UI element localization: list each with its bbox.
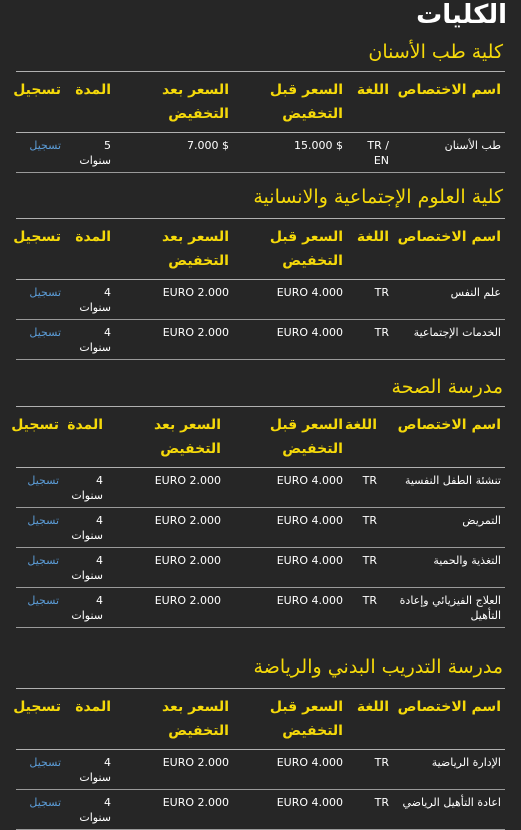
program-name: علم النفس — [450, 286, 501, 299]
price-before: EURO 4.000 — [276, 594, 343, 607]
price-before: EURO 4.000 — [276, 514, 343, 527]
header-price-after: السعر بعد التخفيض — [161, 229, 229, 269]
program-language: TR — [374, 796, 389, 809]
header-program-name: اسم الاختصاص — [397, 699, 501, 715]
faculty-section-social-sciences — [13, 185, 505, 360]
register-link[interactable]: تسجيل — [29, 139, 61, 152]
price-before: EURO 4.000 — [276, 286, 343, 299]
table-row — [16, 133, 505, 173]
table-row — [16, 750, 505, 790]
header-price-before: السعر قبل التخفيض — [269, 229, 343, 269]
program-duration: 4 سنوات — [71, 514, 103, 542]
program-duration: 4 سنوات — [79, 756, 111, 784]
faculty-section-health — [11, 375, 505, 628]
price-after: EURO 2.000 — [162, 326, 229, 339]
programs-table — [13, 218, 505, 360]
program-name: العلاج الفيزيائي وإعادة التأهيل — [399, 594, 501, 622]
price-before: EURO 4.000 — [276, 326, 343, 339]
header-price-before: السعر قبل التخفيض — [269, 417, 343, 457]
table-row — [16, 508, 505, 548]
section-title: كلية طب الأسنان — [368, 41, 503, 63]
header-price-after: السعر بعد التخفيض — [161, 82, 229, 122]
header-language: اللغة — [356, 229, 389, 245]
price-before: EURO 4.000 — [276, 796, 343, 809]
program-name: التمريض — [462, 514, 501, 527]
program-duration: 4 سنوات — [71, 594, 103, 622]
section-title: كلية العلوم الإجتماعية والانسانية — [253, 186, 503, 208]
program-duration: 4 سنوات — [71, 554, 103, 582]
programs-table — [13, 688, 505, 830]
table-row — [16, 280, 505, 320]
register-link[interactable]: تسجيل — [27, 474, 59, 487]
table-header-row — [16, 689, 505, 750]
program-duration: 4 سنوات — [71, 474, 103, 502]
table-row — [16, 790, 505, 830]
program-duration: 4 سنوات — [79, 326, 111, 354]
program-language: TR — [362, 594, 377, 607]
price-before: EURO 4.000 — [276, 756, 343, 769]
header-duration: المدة — [67, 417, 103, 433]
price-before: $ 15.000 — [294, 139, 343, 152]
program-name: اعادة التأهيل الرياضي — [402, 796, 501, 809]
register-link[interactable]: تسجيل — [27, 514, 59, 527]
header-program-name: اسم الاختصاص — [397, 82, 501, 98]
program-name: تنشئة الطفل النفسية — [404, 474, 501, 487]
page-title: الكليات — [416, 0, 507, 30]
header-price-after: السعر بعد التخفيض — [153, 417, 221, 457]
table-row — [16, 468, 505, 508]
header-duration: المدة — [75, 699, 111, 715]
register-link[interactable]: تسجيل — [27, 594, 59, 607]
price-after: EURO 2.000 — [162, 286, 229, 299]
price-after: EURO 2.000 — [154, 554, 221, 567]
program-language: TR / EN — [367, 139, 389, 167]
header-program-name: اسم الاختصاص — [397, 229, 501, 245]
register-link[interactable]: تسجيل — [29, 326, 61, 339]
program-language: TR — [374, 756, 389, 769]
program-duration: 4 سنوات — [79, 286, 111, 314]
programs-table — [11, 406, 505, 628]
table-row — [16, 588, 505, 628]
price-after: EURO 2.000 — [162, 756, 229, 769]
faculty-section-dentistry — [13, 40, 505, 173]
price-before: EURO 4.000 — [276, 554, 343, 567]
header-language: اللغة — [356, 699, 389, 715]
price-after: EURO 2.000 — [154, 474, 221, 487]
program-duration: 4 سنوات — [79, 796, 111, 824]
program-language: TR — [362, 554, 377, 567]
section-title: مدرسة التدريب البدني والرياضة — [253, 656, 503, 678]
header-register: تسجيل — [11, 417, 59, 433]
program-language: TR — [362, 474, 377, 487]
header-duration: المدة — [75, 229, 111, 245]
header-register: تسجيل — [13, 699, 61, 715]
program-name: طب الأسنان — [444, 139, 501, 152]
header-program-name: اسم الاختصاص — [397, 417, 501, 433]
header-register: تسجيل — [13, 229, 61, 245]
register-link[interactable]: تسجيل — [27, 554, 59, 567]
register-link[interactable]: تسجيل — [29, 756, 61, 769]
price-after: $ 7.000 — [187, 139, 229, 152]
header-price-before: السعر قبل التخفيض — [269, 82, 343, 122]
section-title: مدرسة الصحة — [391, 376, 503, 398]
table-header-row — [16, 219, 505, 280]
header-register: تسجيل — [13, 82, 61, 98]
header-price-before: السعر قبل التخفيض — [269, 699, 343, 739]
program-language: TR — [374, 326, 389, 339]
register-link[interactable]: تسجيل — [29, 286, 61, 299]
program-name: الخدمات الإجتماعية — [413, 326, 501, 339]
faculty-section-sports — [13, 655, 505, 830]
register-link[interactable]: تسجيل — [29, 796, 61, 809]
programs-table — [13, 71, 505, 173]
header-duration: المدة — [75, 82, 111, 98]
price-after: EURO 2.000 — [154, 514, 221, 527]
table-row — [16, 548, 505, 588]
program-language: TR — [362, 514, 377, 527]
table-header-row — [16, 407, 505, 468]
program-name: التغذية والحمية — [433, 554, 501, 567]
program-name: الإدارة الرياضية — [431, 756, 501, 769]
header-language: اللغة — [344, 417, 377, 433]
header-language: اللغة — [356, 82, 389, 98]
price-after: EURO 2.000 — [154, 594, 221, 607]
table-row — [16, 320, 505, 360]
header-price-after: السعر بعد التخفيض — [161, 699, 229, 739]
table-header-row — [16, 72, 505, 133]
price-before: EURO 4.000 — [276, 474, 343, 487]
program-language: TR — [374, 286, 389, 299]
program-duration: 5 سنوات — [79, 139, 111, 167]
price-after: EURO 2.000 — [162, 796, 229, 809]
